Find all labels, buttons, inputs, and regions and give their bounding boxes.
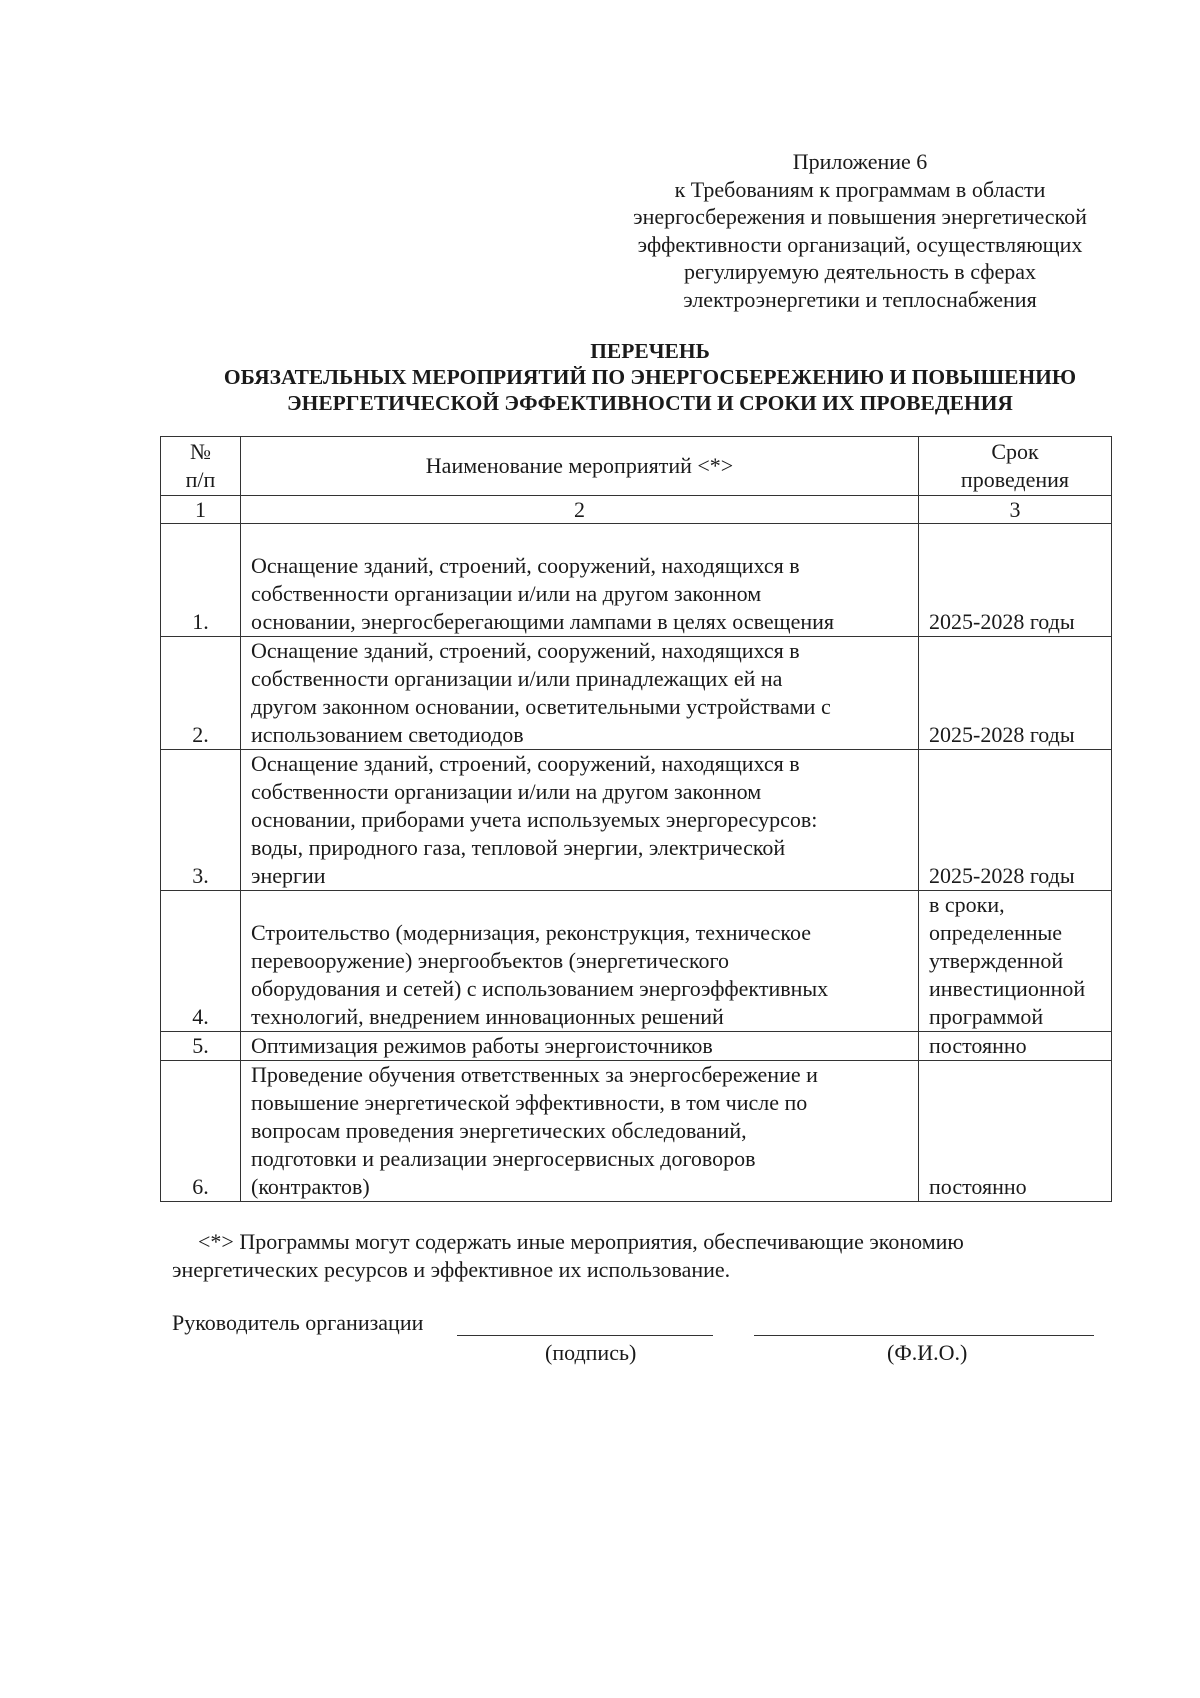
- measures-table: [160, 436, 1112, 1202]
- term-line: определенные: [929, 920, 1063, 945]
- row-term: [919, 524, 1112, 637]
- row-term: [919, 1061, 1112, 1202]
- row-number: 2.: [161, 637, 241, 750]
- term-line: инвестиционной: [929, 976, 1086, 1001]
- measure-name-line: основании, энергосберегающими лампами в целях освещения: [251, 609, 834, 634]
- row-measure-name: [241, 637, 919, 750]
- name-caption: (Ф.И.О.): [887, 1340, 968, 1365]
- appendix-block: [590, 148, 1130, 313]
- measure-name-line: энергии: [251, 863, 326, 888]
- header-term-line: Срок: [991, 439, 1039, 464]
- signature-line: [457, 1335, 713, 1336]
- appendix-line: Приложение 6: [792, 149, 928, 174]
- measure-name-line: основании, приборами учета используемых энергоресурсов:: [251, 807, 818, 832]
- row-term: [919, 891, 1112, 1032]
- table-row: [161, 1061, 1112, 1202]
- term-line: постоянно: [929, 1174, 1027, 1199]
- term-line: в сроки,: [929, 892, 1005, 917]
- measure-name-line: другом законном основании, осветительными устройствами с: [251, 694, 831, 719]
- row-measure-name: [241, 1061, 919, 1202]
- row-term: [919, 637, 1112, 750]
- measure-name-line: Строительство (модернизация, реконструкция, техническое: [251, 920, 811, 945]
- row-measure-name: [241, 750, 919, 891]
- measure-name-line: собственности организации и/или на другом законном: [251, 581, 762, 606]
- appendix-line: к Требованиям к программам в области: [674, 176, 1046, 202]
- measure-name-line: подготовки и реализации энергосервисных договоров: [251, 1146, 756, 1171]
- table-header-row: [161, 437, 1112, 496]
- measure-name-line: воды, природного газа, тепловой энергии, электрической: [251, 835, 786, 860]
- term-line: 2025-2028 годы: [929, 722, 1075, 747]
- title-line: ОБЯЗАТЕЛЬНЫХ МЕРОПРИЯТИЙ ПО ЭНЕРГОСБЕРЕЖЕНИЮ И ПОВЫШЕНИЮ: [223, 365, 1077, 389]
- term-line: утвержденной: [929, 948, 1064, 973]
- title-line: ЭНЕРГЕТИЧЕСКОЙ ЭФФЕКТИВНОСТИ И СРОКИ ИХ ПРОВЕДЕНИЯ: [287, 391, 1013, 415]
- row-measure-name: [241, 1032, 919, 1061]
- measure-name-line: Оптимизация режимов работы энергоисточников: [251, 1033, 713, 1058]
- measure-name-line: оборудования и сетей) с использованием энергоэффективных: [251, 976, 829, 1001]
- measure-name-line: технологий, внедрением инновационных решений: [251, 1004, 724, 1029]
- column-number: 3: [919, 496, 1112, 524]
- header-number: [161, 437, 241, 496]
- header-name: Наименование мероприятий <*>: [241, 437, 919, 496]
- measure-name-line: Оснащение зданий, строений, сооружений, находящихся в: [251, 553, 800, 578]
- measure-name-line: собственности организации и/или на другом законном: [251, 779, 762, 804]
- appendix-line: электроэнергетики и теплоснабжения: [683, 286, 1037, 312]
- row-number: 5.: [161, 1032, 241, 1061]
- header-number-line: п/п: [185, 467, 216, 492]
- table-row: [161, 750, 1112, 891]
- footnote: [172, 1228, 1122, 1284]
- measure-name-line: вопросам проведения энергетических обследований,: [251, 1118, 747, 1143]
- table-row: [161, 1032, 1112, 1061]
- measure-name-line: собственности организации и/или принадлежащих ей на: [251, 666, 783, 691]
- measure-name-line: использованием светодиодов: [251, 722, 524, 747]
- measure-name-line: Оснащение зданий, строений, сооружений, находящихся в: [251, 751, 800, 776]
- table-row: [161, 891, 1112, 1032]
- row-measure-name: [241, 891, 919, 1032]
- column-number: 1: [161, 496, 241, 524]
- row-number: 3.: [161, 750, 241, 891]
- row-number: 6.: [161, 1061, 241, 1202]
- measure-name-line: (контрактов): [251, 1174, 370, 1199]
- table-row: [161, 524, 1112, 637]
- signature-label: Руководитель организации: [172, 1310, 424, 1335]
- appendix-line: регулируемую деятельность в сферах: [683, 259, 1037, 284]
- row-number: 4.: [161, 891, 241, 1032]
- column-number: 2: [241, 496, 919, 524]
- appendix-line: энергосбережения и повышения энергетической: [633, 204, 1087, 229]
- name-line: [754, 1335, 1094, 1336]
- row-term: [919, 1032, 1112, 1061]
- footnote-line: энергетических ресурсов и эффективное их использование.: [172, 1257, 731, 1282]
- header-term-line: проведения: [960, 467, 1070, 492]
- measure-name-line: Проведение обучения ответственных за энергосбережение и: [251, 1062, 818, 1087]
- measure-name-line: Оснащение зданий, строений, сооружений, находящихся в: [251, 638, 800, 663]
- row-term: [919, 750, 1112, 891]
- row-measure-name: [241, 524, 919, 637]
- column-numbers-row: [161, 496, 1112, 524]
- term-line: 2025-2028 годы: [929, 863, 1075, 888]
- term-line: постоянно: [929, 1033, 1027, 1058]
- header-term: [919, 437, 1112, 496]
- header-number-line: №: [190, 439, 211, 464]
- signature-caption: (подпись): [545, 1340, 637, 1365]
- document-title: [160, 338, 1140, 416]
- table-row: [161, 637, 1112, 750]
- term-line: 2025-2028 годы: [929, 609, 1075, 634]
- footnote-line: <*> Программы могут содержать иные мероприятия, обеспечивающие экономию: [198, 1229, 964, 1254]
- appendix-line: эффективности организаций, осуществляющих: [637, 231, 1083, 257]
- title-line: ПЕРЕЧЕНЬ: [590, 339, 710, 363]
- row-number: 1.: [161, 524, 241, 637]
- term-line: программой: [929, 1004, 1044, 1029]
- measure-name-line: повышение энергетической эффективности, в том числе по: [251, 1090, 808, 1115]
- measure-name-line: перевооружение) энергообъектов (энергетического: [251, 948, 730, 973]
